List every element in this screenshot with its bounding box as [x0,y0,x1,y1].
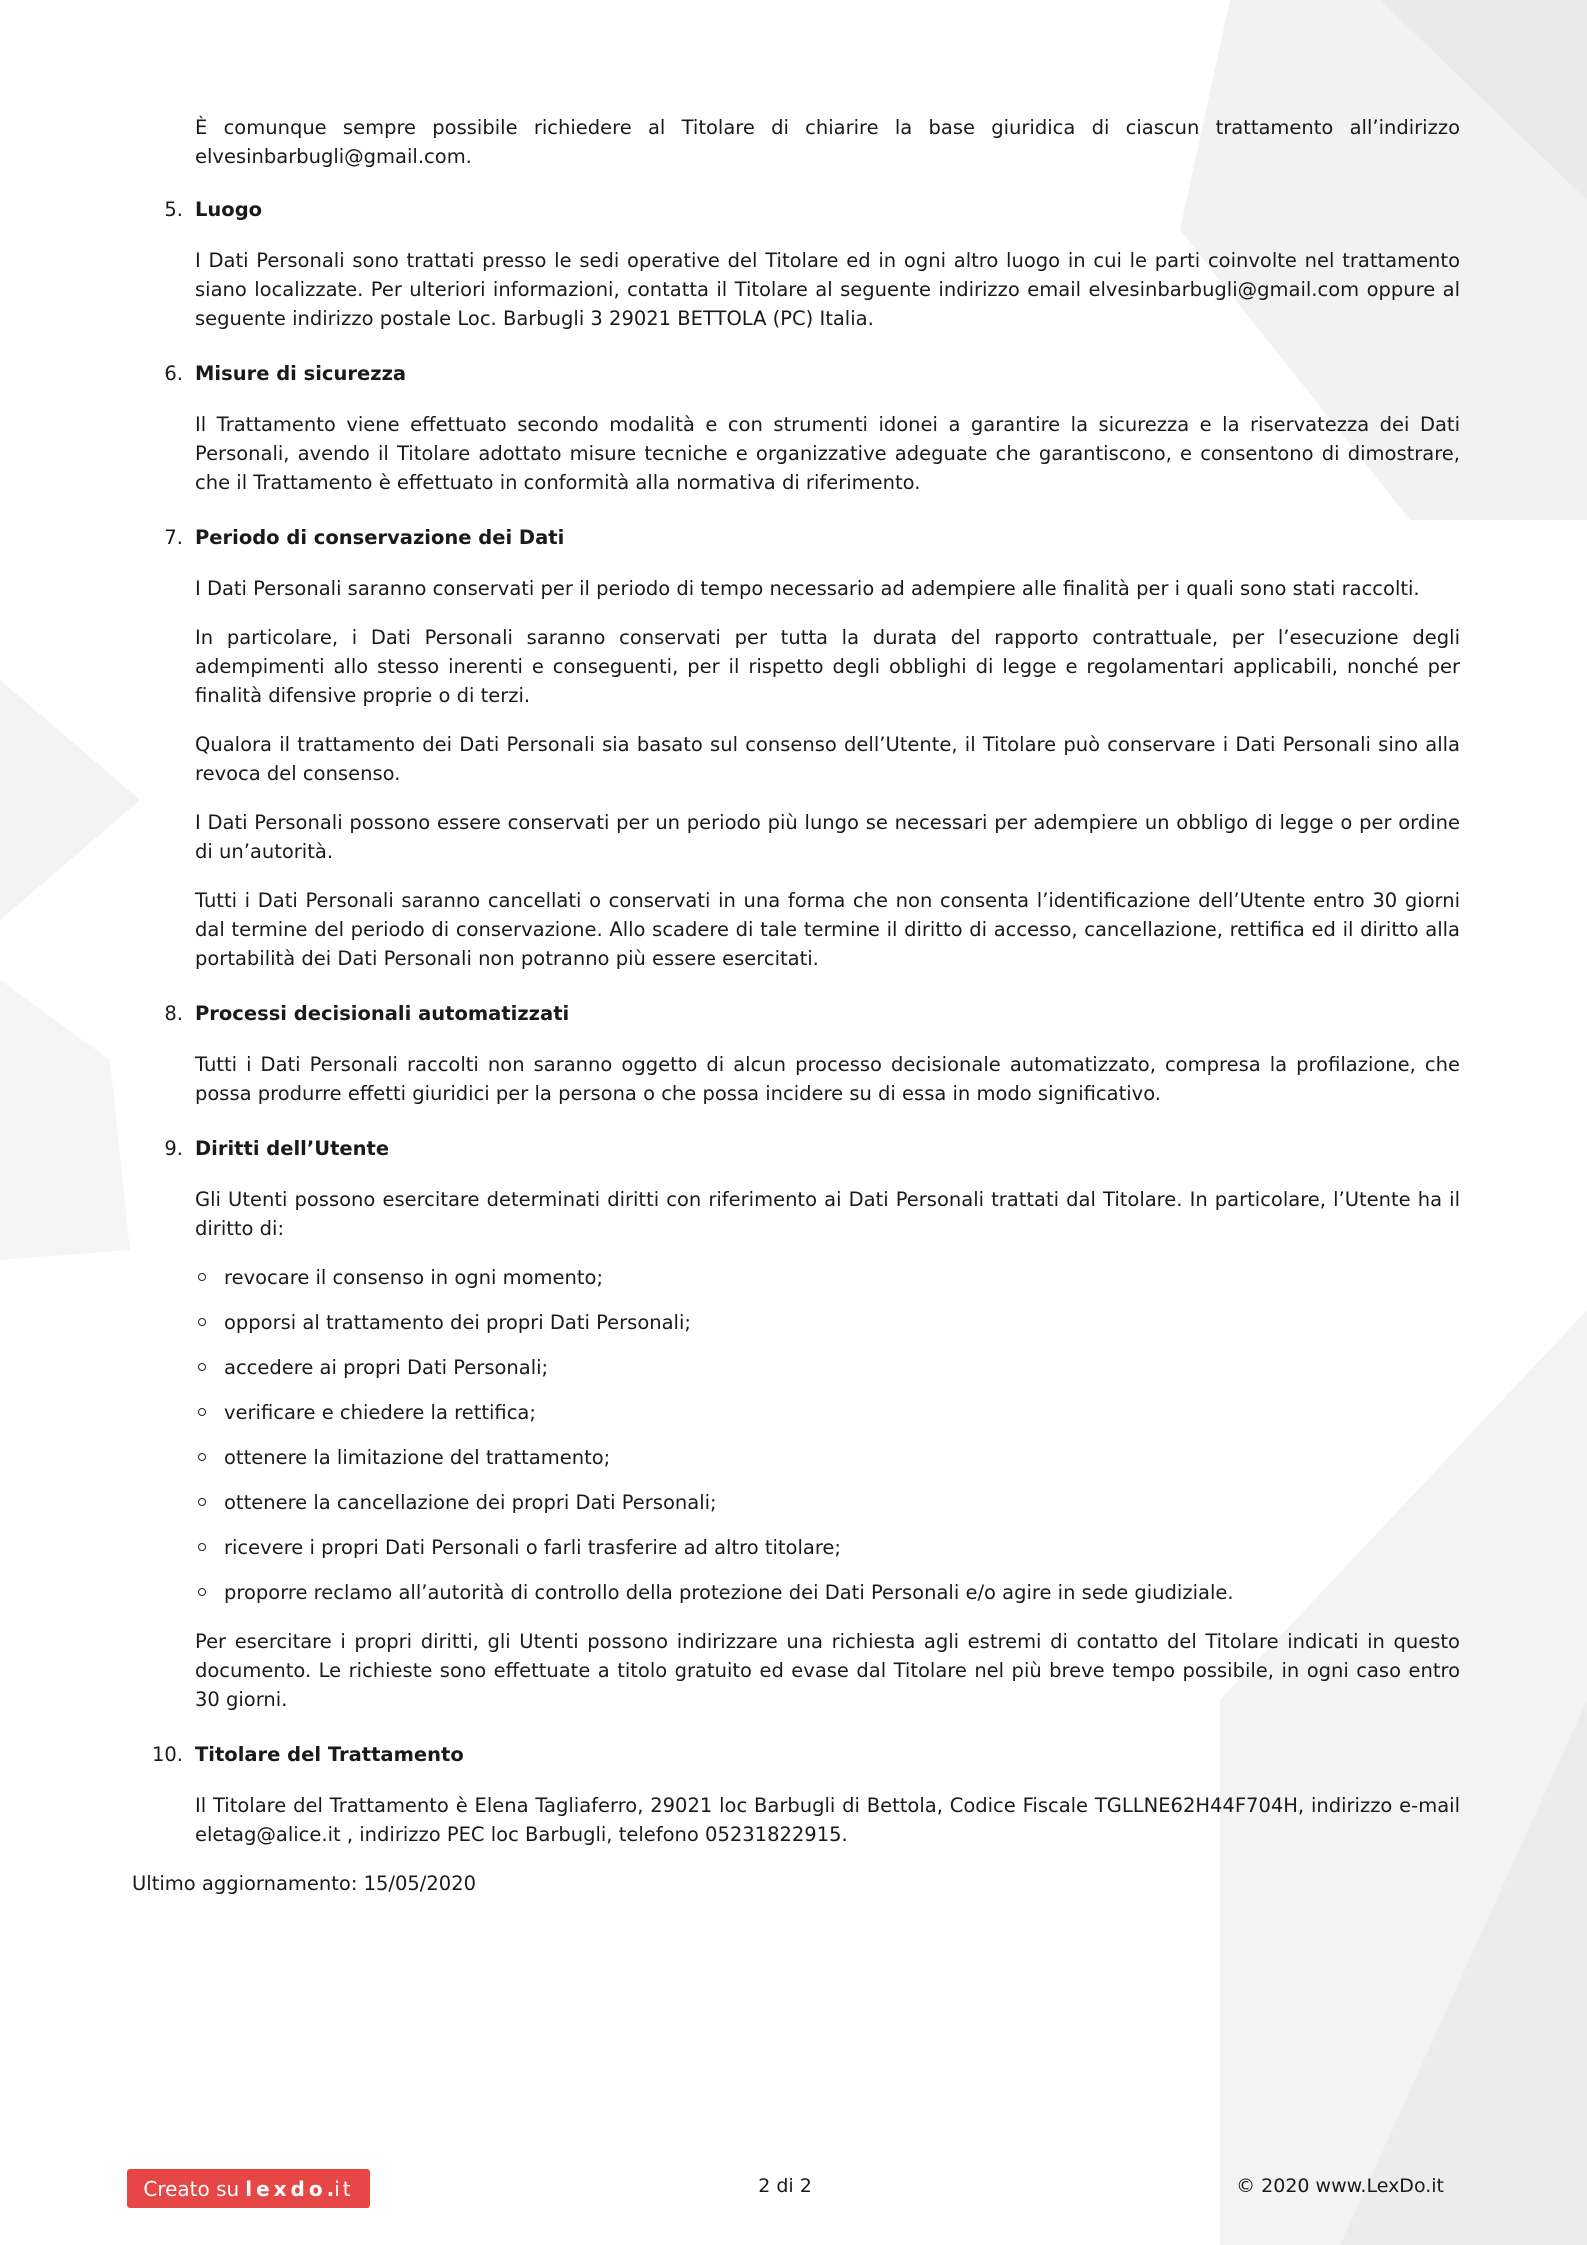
section-number: 7. [164,526,183,549]
list-item: ricevere i propri Dati Personali o farli trasferire ad altro titolare; [195,1533,1460,1562]
section-title: Periodo di conservazione dei Dati [195,526,565,549]
section-number: 6. [164,362,183,385]
list-item: opporsi al trattamento dei propri Dati Personali; [195,1308,1460,1337]
section-title: Titolare del Trattamento [195,1743,464,1766]
paragraph: I Dati Personali sono trattati presso le sedi operative del Titolare ed in ogni altro luogo in cui le parti coinvolte nel trattamento siano localizzate. Per ulteriori informazioni, contatta il Titolare al seguente indirizzo email elvesinbarbugli@gmail.com oppure al seguente indirizzo postale Loc. Barbugli 3 29021 BETTOLA (PC) Italia. [195,249,1460,330]
paragraph: In particolare, i Dati Personali saranno conservati per tutta la durata del rapporto contrattuale, per l’esecuzione degli adempimenti allo stesso inerenti e conseguenti, per il rispetto degli obblighi di legge e regolamentari applicabili, nonché per finalità difensive proprie o di terzi. [195,626,1460,707]
section-heading [164,1134,1460,1163]
section-heading [164,999,1460,1028]
paragraph: Il Trattamento viene effettuato secondo modalità e con strumenti idonei a garantire la sicurezza e la riservatezza dei Dati Personali, avendo il Titolare adottato misure tecniche e organizzative adeguate che garantiscono, e consentono di dimostrare, che il Trattamento è effettuato in conformità alla normativa di riferimento. [195,413,1460,494]
section-heading [151,1740,1460,1769]
paragraph: Gli Utenti possono esercitare determinati diritti con riferimento ai Dati Personali trattati dal Titolare. In particolare, l’Utente ha il diritto di: [195,1188,1460,1240]
list-item: verificare e chiedere la rettifica; [195,1398,1460,1427]
section-periodo-conservazione [164,523,1460,973]
lexdo-logo: lexdo.it [245,2176,354,2201]
document-body [151,113,1460,1875]
section-heading [164,195,1460,224]
list-item: ottenere la cancellazione dei propri Dati Personali; [195,1488,1460,1517]
section-misure-sicurezza [164,359,1460,497]
section-processi-decisionali [164,999,1460,1108]
paragraph: Per esercitare i propri diritti, gli Utenti possono indirizzare una richiesta agli estremi di contatto del Titolare indicati in questo documento. Le richieste sono effettuate a titolo gratuito ed evase dal Titolare nel più breve tempo possibile, in ogni caso entro 30 giorni. [195,1630,1460,1711]
badge-prefix: Creato su [143,2176,240,2201]
paragraph: I Dati Personali saranno conservati per il periodo di tempo necessario ad adempiere alle finalità per i quali sono stati raccolti. [195,577,1420,600]
section-number: 8. [164,1002,183,1025]
lexdo-badge-link[interactable] [127,2169,370,2208]
section-title: Luogo [195,198,263,221]
paragraph: Qualora il trattamento dei Dati Personali sia basato sul consenso dell’Utente, il Titolare può conservare i Dati Personali sino alla revoca del consenso. [195,733,1460,785]
section-heading [164,523,1460,552]
section-title: Diritti dell’Utente [195,1137,390,1160]
list-item: revocare il consenso in ogni momento; [195,1263,1460,1292]
section-luogo [164,195,1460,333]
rights-list [195,1263,1460,1607]
paragraph: Tutti i Dati Personali raccolti non saranno oggetto di alcun processo decisionale automatizzato, compresa la profilazione, che possa produrre effetti giuridici per la persona o che possa incidere su di essa in modo significativo. [195,1053,1460,1105]
page-number: 2 di 2 [758,2175,812,2197]
copyright: © 2020 www.LexDo.it [1236,2175,1444,2197]
last-updated: Ultimo aggiornamento: 15/05/2020 [132,1872,477,1895]
section-number: 9. [164,1137,183,1160]
list-item: accedere ai propri Dati Personali; [195,1353,1460,1382]
section-title: Processi decisionali automatizzati [195,1002,570,1025]
list-item: proporre reclamo all’autorità di controllo della protezione dei Dati Personali e/o agire in sede giudiziale. [195,1578,1460,1607]
section-number: 5. [164,198,183,221]
section-title: Misure di sicurezza [195,362,407,385]
section-diritti-utente [164,1134,1460,1714]
section-number: 10. [151,1743,183,1766]
list-item: ottenere la limitazione del trattamento; [195,1443,1460,1472]
section-titolare-trattamento [151,1740,1460,1849]
paragraph: Tutti i Dati Personali saranno cancellati o conservati in una forma che non consenta l’identificazione dell’Utente entro 30 giorni dal termine del periodo di conservazione. Allo scadere di tale termine il diritto di accesso, cancellazione, rettifica ed il diritto alla portabilità dei Dati Personali non potranno più essere esercitati. [195,889,1460,970]
paragraph: I Dati Personali possono essere conservati per un periodo più lungo se necessari per adempiere un obbligo di legge o per ordine di un’autorità. [195,811,1460,863]
section-heading [164,359,1460,388]
paragraph: Il Titolare del Trattamento è Elena Tagliaferro, 29021 loc Barbugli di Bettola, Codice Fiscale TGLLNE62H44F704H, indirizzo e-mail eletag@alice.it , indirizzo PEC loc Barbugli, telefono 05231822915. [195,1794,1460,1846]
intro-paragraph: È comunque sempre possibile richiedere al Titolare di chiarire la base giuridica di ciascun trattamento all’indirizzo elvesinbarbugli@gmail.com. [195,116,1460,168]
